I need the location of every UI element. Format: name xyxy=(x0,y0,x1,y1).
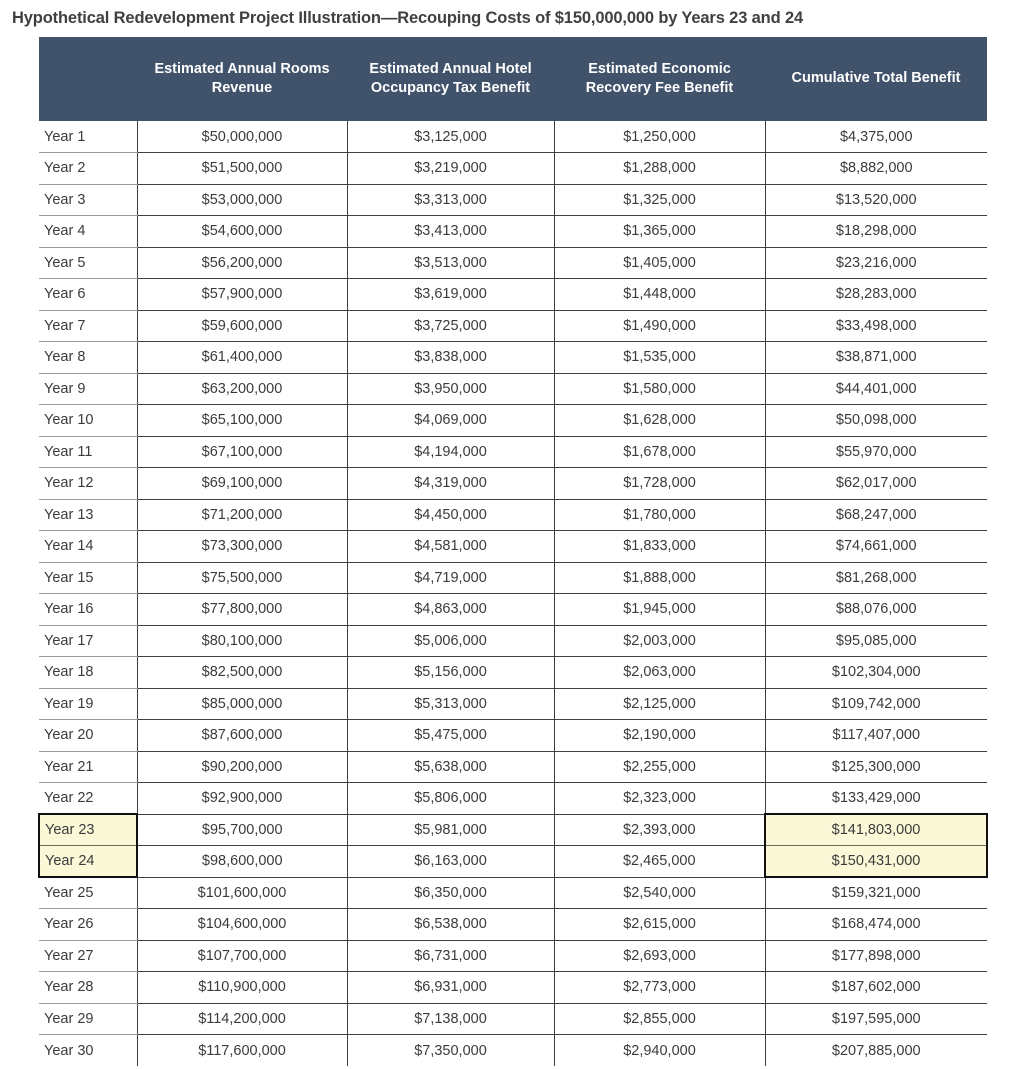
cell-hotel-occupancy-tax-benefit: $3,313,000 xyxy=(347,184,554,216)
cell-rooms-revenue: $98,600,000 xyxy=(137,846,347,878)
cell-year: Year 14 xyxy=(39,531,137,563)
table-row xyxy=(39,909,987,941)
cell-hotel-occupancy-tax-benefit: $7,350,000 xyxy=(347,1035,554,1067)
cell-hotel-occupancy-tax-benefit: $3,838,000 xyxy=(347,342,554,374)
redevelopment-projection-table xyxy=(38,37,988,1066)
cell-cumulative-total-benefit: $150,431,000 xyxy=(765,846,987,878)
cell-economic-recovery-fee-benefit: $1,780,000 xyxy=(554,499,765,531)
cell-year: Year 8 xyxy=(39,342,137,374)
cell-cumulative-total-benefit: $88,076,000 xyxy=(765,594,987,626)
cell-cumulative-total-benefit: $117,407,000 xyxy=(765,720,987,752)
cell-cumulative-total-benefit: $50,098,000 xyxy=(765,405,987,437)
cell-economic-recovery-fee-benefit: $1,365,000 xyxy=(554,216,765,248)
cell-rooms-revenue: $75,500,000 xyxy=(137,562,347,594)
cell-hotel-occupancy-tax-benefit: $5,638,000 xyxy=(347,751,554,783)
cell-economic-recovery-fee-benefit: $2,323,000 xyxy=(554,783,765,815)
cell-hotel-occupancy-tax-benefit: $5,156,000 xyxy=(347,657,554,689)
cell-hotel-occupancy-tax-benefit: $3,513,000 xyxy=(347,247,554,279)
table-row xyxy=(39,184,987,216)
cell-year: Year 21 xyxy=(39,751,137,783)
cell-economic-recovery-fee-benefit: $2,540,000 xyxy=(554,877,765,909)
cell-rooms-revenue: $59,600,000 xyxy=(137,310,347,342)
cell-economic-recovery-fee-benefit: $2,693,000 xyxy=(554,940,765,972)
cell-economic-recovery-fee-benefit: $1,888,000 xyxy=(554,562,765,594)
cell-cumulative-total-benefit: $133,429,000 xyxy=(765,783,987,815)
cell-hotel-occupancy-tax-benefit: $6,163,000 xyxy=(347,846,554,878)
cell-cumulative-total-benefit: $177,898,000 xyxy=(765,940,987,972)
cell-economic-recovery-fee-benefit: $1,288,000 xyxy=(554,153,765,185)
cell-year: Year 5 xyxy=(39,247,137,279)
column-header-rooms-revenue: Estimated Annual Rooms Revenue xyxy=(137,37,347,121)
table-row xyxy=(39,310,987,342)
cell-economic-recovery-fee-benefit: $2,003,000 xyxy=(554,625,765,657)
cell-cumulative-total-benefit: $168,474,000 xyxy=(765,909,987,941)
cell-year: Year 9 xyxy=(39,373,137,405)
cell-year: Year 24 xyxy=(39,846,137,878)
table-row xyxy=(39,972,987,1004)
table-row xyxy=(39,216,987,248)
cell-year: Year 15 xyxy=(39,562,137,594)
table-row xyxy=(39,720,987,752)
cell-cumulative-total-benefit: $74,661,000 xyxy=(765,531,987,563)
cell-cumulative-total-benefit: $4,375,000 xyxy=(765,121,987,153)
table-body xyxy=(39,121,987,1066)
cell-hotel-occupancy-tax-benefit: $4,719,000 xyxy=(347,562,554,594)
table-row xyxy=(39,688,987,720)
cell-hotel-occupancy-tax-benefit: $3,950,000 xyxy=(347,373,554,405)
table-row xyxy=(39,877,987,909)
cell-year: Year 17 xyxy=(39,625,137,657)
cell-rooms-revenue: $67,100,000 xyxy=(137,436,347,468)
table-row xyxy=(39,1003,987,1035)
cell-rooms-revenue: $69,100,000 xyxy=(137,468,347,500)
cell-cumulative-total-benefit: $8,882,000 xyxy=(765,153,987,185)
cell-hotel-occupancy-tax-benefit: $5,806,000 xyxy=(347,783,554,815)
cell-economic-recovery-fee-benefit: $1,250,000 xyxy=(554,121,765,153)
cell-rooms-revenue: $107,700,000 xyxy=(137,940,347,972)
cell-rooms-revenue: $77,800,000 xyxy=(137,594,347,626)
cell-economic-recovery-fee-benefit: $1,678,000 xyxy=(554,436,765,468)
cell-economic-recovery-fee-benefit: $2,940,000 xyxy=(554,1035,765,1067)
cell-economic-recovery-fee-benefit: $1,448,000 xyxy=(554,279,765,311)
cell-cumulative-total-benefit: $18,298,000 xyxy=(765,216,987,248)
cell-economic-recovery-fee-benefit: $2,063,000 xyxy=(554,657,765,689)
cell-rooms-revenue: $110,900,000 xyxy=(137,972,347,1004)
cell-rooms-revenue: $114,200,000 xyxy=(137,1003,347,1035)
table-row xyxy=(39,279,987,311)
cell-rooms-revenue: $90,200,000 xyxy=(137,751,347,783)
cell-rooms-revenue: $101,600,000 xyxy=(137,877,347,909)
table-row xyxy=(39,846,987,878)
cell-year: Year 3 xyxy=(39,184,137,216)
cell-rooms-revenue: $71,200,000 xyxy=(137,499,347,531)
cell-economic-recovery-fee-benefit: $2,190,000 xyxy=(554,720,765,752)
cell-year: Year 2 xyxy=(39,153,137,185)
table-row xyxy=(39,153,987,185)
cell-year: Year 29 xyxy=(39,1003,137,1035)
cell-rooms-revenue: $56,200,000 xyxy=(137,247,347,279)
table-row xyxy=(39,405,987,437)
cell-economic-recovery-fee-benefit: $2,615,000 xyxy=(554,909,765,941)
table-row xyxy=(39,247,987,279)
cell-cumulative-total-benefit: $141,803,000 xyxy=(765,814,987,846)
cell-cumulative-total-benefit: $68,247,000 xyxy=(765,499,987,531)
column-header-cumulative-total-benefit: Cumulative Total Benefit xyxy=(765,37,987,121)
cell-economic-recovery-fee-benefit: $1,833,000 xyxy=(554,531,765,563)
cell-rooms-revenue: $104,600,000 xyxy=(137,909,347,941)
table-row xyxy=(39,121,987,153)
cell-cumulative-total-benefit: $13,520,000 xyxy=(765,184,987,216)
table-row xyxy=(39,814,987,846)
table-row xyxy=(39,594,987,626)
table-row xyxy=(39,342,987,374)
cell-hotel-occupancy-tax-benefit: $4,581,000 xyxy=(347,531,554,563)
cell-rooms-revenue: $92,900,000 xyxy=(137,783,347,815)
table-row xyxy=(39,373,987,405)
cell-economic-recovery-fee-benefit: $1,728,000 xyxy=(554,468,765,500)
cell-hotel-occupancy-tax-benefit: $4,863,000 xyxy=(347,594,554,626)
cell-economic-recovery-fee-benefit: $1,628,000 xyxy=(554,405,765,437)
cell-economic-recovery-fee-benefit: $2,855,000 xyxy=(554,1003,765,1035)
cell-cumulative-total-benefit: $28,283,000 xyxy=(765,279,987,311)
cell-economic-recovery-fee-benefit: $1,535,000 xyxy=(554,342,765,374)
cell-year: Year 30 xyxy=(39,1035,137,1067)
cell-hotel-occupancy-tax-benefit: $3,619,000 xyxy=(347,279,554,311)
cell-year: Year 22 xyxy=(39,783,137,815)
cell-hotel-occupancy-tax-benefit: $4,450,000 xyxy=(347,499,554,531)
cell-year: Year 16 xyxy=(39,594,137,626)
table-header xyxy=(39,37,987,121)
cell-rooms-revenue: $87,600,000 xyxy=(137,720,347,752)
column-header-year xyxy=(39,37,137,121)
cell-rooms-revenue: $54,600,000 xyxy=(137,216,347,248)
cell-rooms-revenue: $61,400,000 xyxy=(137,342,347,374)
cell-cumulative-total-benefit: $109,742,000 xyxy=(765,688,987,720)
cell-cumulative-total-benefit: $207,885,000 xyxy=(765,1035,987,1067)
cell-year: Year 26 xyxy=(39,909,137,941)
cell-hotel-occupancy-tax-benefit: $6,731,000 xyxy=(347,940,554,972)
cell-hotel-occupancy-tax-benefit: $7,138,000 xyxy=(347,1003,554,1035)
cell-hotel-occupancy-tax-benefit: $3,219,000 xyxy=(347,153,554,185)
cell-economic-recovery-fee-benefit: $2,125,000 xyxy=(554,688,765,720)
cell-year: Year 12 xyxy=(39,468,137,500)
cell-year: Year 13 xyxy=(39,499,137,531)
cell-economic-recovery-fee-benefit: $2,465,000 xyxy=(554,846,765,878)
cell-year: Year 25 xyxy=(39,877,137,909)
table-row xyxy=(39,531,987,563)
cell-hotel-occupancy-tax-benefit: $6,538,000 xyxy=(347,909,554,941)
column-header-hotel-occupancy-tax-benefit: Estimated Annual Hotel Occupancy Tax Benefit xyxy=(347,37,554,121)
cell-rooms-revenue: $73,300,000 xyxy=(137,531,347,563)
cell-rooms-revenue: $57,900,000 xyxy=(137,279,347,311)
cell-year: Year 7 xyxy=(39,310,137,342)
cell-cumulative-total-benefit: $55,970,000 xyxy=(765,436,987,468)
cell-year: Year 18 xyxy=(39,657,137,689)
cell-year: Year 4 xyxy=(39,216,137,248)
cell-cumulative-total-benefit: $33,498,000 xyxy=(765,310,987,342)
cell-hotel-occupancy-tax-benefit: $4,319,000 xyxy=(347,468,554,500)
cell-hotel-occupancy-tax-benefit: $5,006,000 xyxy=(347,625,554,657)
cell-cumulative-total-benefit: $38,871,000 xyxy=(765,342,987,374)
cell-rooms-revenue: $63,200,000 xyxy=(137,373,347,405)
cell-cumulative-total-benefit: $102,304,000 xyxy=(765,657,987,689)
cell-year: Year 1 xyxy=(39,121,137,153)
cell-hotel-occupancy-tax-benefit: $5,313,000 xyxy=(347,688,554,720)
cell-year: Year 20 xyxy=(39,720,137,752)
cell-cumulative-total-benefit: $159,321,000 xyxy=(765,877,987,909)
cell-hotel-occupancy-tax-benefit: $3,725,000 xyxy=(347,310,554,342)
cell-economic-recovery-fee-benefit: $1,945,000 xyxy=(554,594,765,626)
cell-rooms-revenue: $53,000,000 xyxy=(137,184,347,216)
cell-cumulative-total-benefit: $23,216,000 xyxy=(765,247,987,279)
cell-year: Year 27 xyxy=(39,940,137,972)
page-title: Hypothetical Redevelopment Project Illustration—Recouping Costs of $150,000,000 by Years 23 and 24 xyxy=(12,9,804,27)
cell-hotel-occupancy-tax-benefit: $5,475,000 xyxy=(347,720,554,752)
table-row xyxy=(39,783,987,815)
cell-year: Year 19 xyxy=(39,688,137,720)
table-row xyxy=(39,940,987,972)
table-row xyxy=(39,1035,987,1067)
cell-economic-recovery-fee-benefit: $1,490,000 xyxy=(554,310,765,342)
cell-cumulative-total-benefit: $81,268,000 xyxy=(765,562,987,594)
table-row xyxy=(39,657,987,689)
cell-economic-recovery-fee-benefit: $2,773,000 xyxy=(554,972,765,1004)
table-row xyxy=(39,468,987,500)
cell-cumulative-total-benefit: $125,300,000 xyxy=(765,751,987,783)
cell-cumulative-total-benefit: $62,017,000 xyxy=(765,468,987,500)
table-row xyxy=(39,625,987,657)
cell-cumulative-total-benefit: $197,595,000 xyxy=(765,1003,987,1035)
financial-table-container xyxy=(38,37,986,1066)
cell-year: Year 6 xyxy=(39,279,137,311)
table-row xyxy=(39,499,987,531)
column-header-economic-recovery-fee-benefit: Estimated Economic Recovery Fee Benefit xyxy=(554,37,765,121)
cell-rooms-revenue: $82,500,000 xyxy=(137,657,347,689)
cell-rooms-revenue: $95,700,000 xyxy=(137,814,347,846)
cell-year: Year 28 xyxy=(39,972,137,1004)
cell-economic-recovery-fee-benefit: $1,580,000 xyxy=(554,373,765,405)
cell-cumulative-total-benefit: $44,401,000 xyxy=(765,373,987,405)
header-row xyxy=(39,37,987,121)
table-row xyxy=(39,751,987,783)
cell-economic-recovery-fee-benefit: $2,393,000 xyxy=(554,814,765,846)
cell-hotel-occupancy-tax-benefit: $4,069,000 xyxy=(347,405,554,437)
cell-rooms-revenue: $65,100,000 xyxy=(137,405,347,437)
cell-year: Year 11 xyxy=(39,436,137,468)
cell-hotel-occupancy-tax-benefit: $4,194,000 xyxy=(347,436,554,468)
cell-rooms-revenue: $50,000,000 xyxy=(137,121,347,153)
table-row xyxy=(39,436,987,468)
cell-hotel-occupancy-tax-benefit: $3,125,000 xyxy=(347,121,554,153)
cell-rooms-revenue: $85,000,000 xyxy=(137,688,347,720)
cell-hotel-occupancy-tax-benefit: $5,981,000 xyxy=(347,814,554,846)
cell-hotel-occupancy-tax-benefit: $6,931,000 xyxy=(347,972,554,1004)
cell-year: Year 10 xyxy=(39,405,137,437)
cell-economic-recovery-fee-benefit: $1,405,000 xyxy=(554,247,765,279)
cell-rooms-revenue: $80,100,000 xyxy=(137,625,347,657)
cell-economic-recovery-fee-benefit: $2,255,000 xyxy=(554,751,765,783)
cell-hotel-occupancy-tax-benefit: $3,413,000 xyxy=(347,216,554,248)
cell-hotel-occupancy-tax-benefit: $6,350,000 xyxy=(347,877,554,909)
table-row xyxy=(39,562,987,594)
cell-cumulative-total-benefit: $187,602,000 xyxy=(765,972,987,1004)
cell-rooms-revenue: $51,500,000 xyxy=(137,153,347,185)
cell-year: Year 23 xyxy=(39,814,137,846)
cell-economic-recovery-fee-benefit: $1,325,000 xyxy=(554,184,765,216)
cell-cumulative-total-benefit: $95,085,000 xyxy=(765,625,987,657)
cell-rooms-revenue: $117,600,000 xyxy=(137,1035,347,1067)
